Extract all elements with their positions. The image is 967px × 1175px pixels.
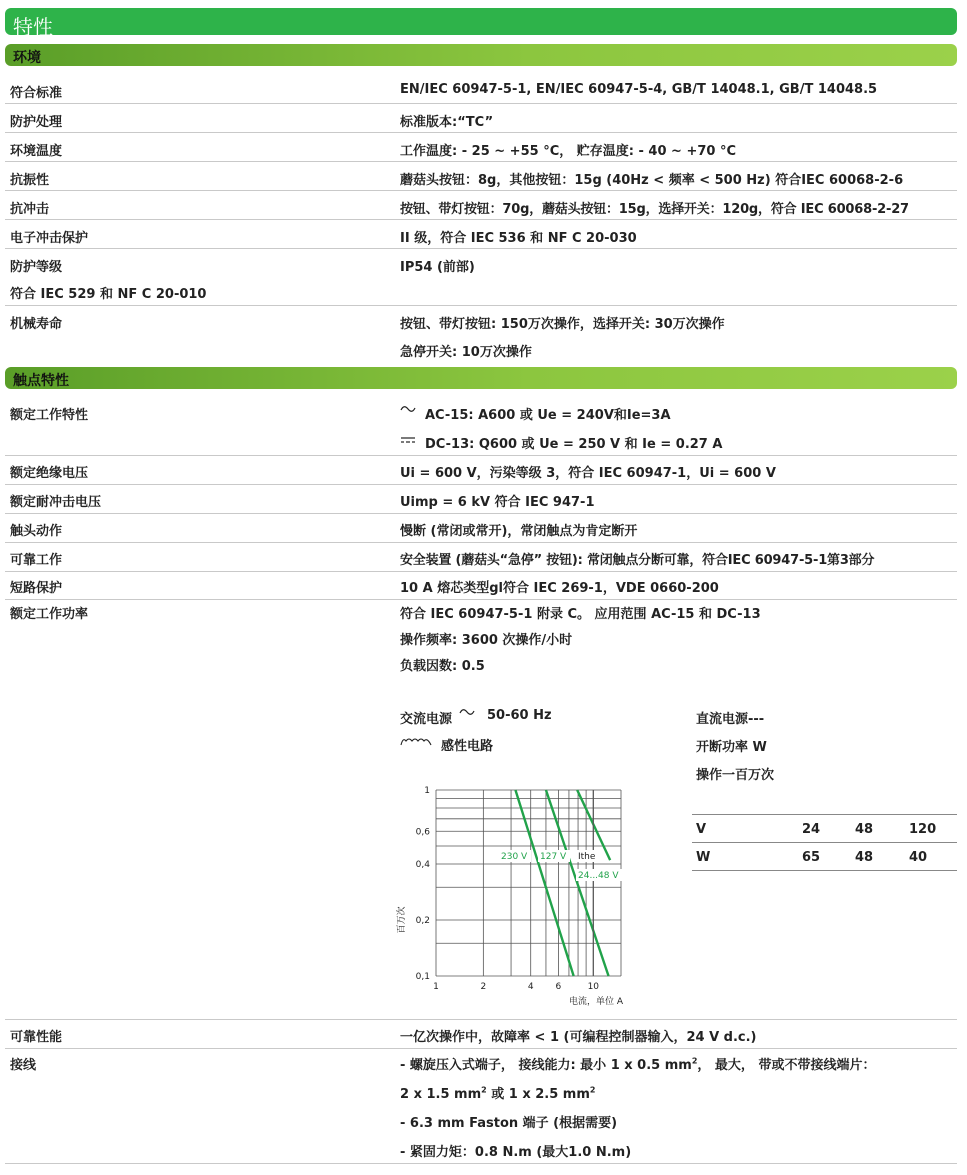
- row-value: 操作频率: 3600 次操作/小时: [400, 633, 573, 648]
- y-tick-label: 1: [424, 786, 430, 796]
- row-value: 符合 IEC 60947-5-1 附录 C。 应用范围 AC-15 和 DC-13: [400, 607, 761, 622]
- series-label: 230 V: [501, 852, 528, 862]
- wiring-text: 或 1 x 2.5 mm: [486, 1087, 590, 1102]
- table-rule: [692, 870, 957, 871]
- row-label: 额定工作功率: [10, 607, 89, 622]
- table-cell: W: [696, 850, 711, 865]
- dc-operations: 操作一百万次: [696, 768, 775, 783]
- series-label: 24...48 V: [578, 871, 619, 881]
- page-title: 特性: [13, 15, 53, 39]
- row-value: 慢断 (常闭或常开)，常闭触点为肯定断开: [400, 524, 638, 539]
- row-label: 短路保护: [10, 581, 63, 596]
- row-value: II 级，符合 IEC 536 和 NF C 20-030: [400, 231, 637, 246]
- inductive-circuit-label: 感性电路: [441, 739, 494, 754]
- wiring-line: [400, 1083, 595, 1102]
- row-reliability: [5, 1020, 957, 1049]
- row-value: Uimp = 6 kV 符合 IEC 947-1: [400, 495, 595, 510]
- dc-symbol-icon: [400, 434, 416, 449]
- row-label: 环境温度: [10, 144, 63, 159]
- row-label: 可靠工作: [10, 553, 63, 568]
- row-value: Ui = 600 V，污染等级 3，符合 IEC 60947-1，Ui = 600 V: [400, 466, 776, 481]
- row-value: 急停开关: 10万次操作: [400, 345, 532, 360]
- dc-breaking-power: 开断功率 W: [696, 740, 767, 755]
- superscript: 2: [691, 1056, 698, 1066]
- row-label: 额定工作特性: [10, 408, 89, 423]
- life-chart-svg: [396, 780, 636, 1012]
- row-label: 触头动作: [10, 524, 63, 539]
- wiring-line: - 6.3 mm Faston 端子 (根据需要): [400, 1116, 618, 1131]
- series-line: [515, 790, 573, 976]
- row-insulation-voltage: [5, 456, 957, 485]
- row-mechanical-life: [5, 306, 957, 364]
- page-title-bar: [5, 8, 957, 39]
- table-rule: [692, 842, 957, 843]
- ac-symbol-icon: [400, 403, 416, 418]
- y-tick-label: 0,1: [415, 972, 430, 982]
- row-rated-operational: [5, 398, 957, 456]
- row-protection-treatment: [5, 104, 957, 133]
- row-ip-rating: [5, 249, 957, 277]
- row-value: 安全装置 (蘑菇头“急停” 按钮): 常闭触点分断可靠，符合IEC 60947-5-1第3部分: [400, 553, 875, 568]
- row-reliable-operation: [5, 543, 957, 572]
- row-value: 工作温度: - 25 ~ +55 °C， 贮存温度: - 40 ~ +70 °C: [400, 144, 736, 159]
- series-label: Ithe: [578, 852, 596, 862]
- inductive-circuit-icon: [400, 735, 434, 751]
- wiring-line: [400, 1054, 875, 1073]
- y-tick-label: 0,4: [415, 860, 430, 871]
- section-header-contact: [5, 367, 957, 389]
- row-standards: [5, 76, 957, 104]
- row-label: 防护等级: [10, 260, 63, 275]
- row-value: IP54 (前部): [400, 260, 475, 275]
- section-title: 环境: [13, 50, 41, 66]
- row-surge-protection: [5, 220, 957, 249]
- wiring-text: - 螺旋压入式端子， 接线能力: 最小 1 x 0.5 mm: [400, 1058, 692, 1073]
- table-header-cell: 48: [855, 822, 874, 837]
- section-header-environment: [5, 44, 957, 66]
- row-label: 符合标准: [10, 86, 63, 101]
- table-cell: 48: [855, 850, 874, 865]
- wiring-text: ， 最大， 带或不带接线端片：: [697, 1058, 876, 1073]
- row-value: 按钮、带灯按钮：70g，蘑菇头按钮：15g，选择开关：120g，符合 IEC 60068-2-27: [400, 202, 909, 217]
- row-vibration: [5, 162, 957, 191]
- x-axis-label: 电流，单位 A: [568, 997, 624, 1007]
- row-value: 标准版本:“TC”: [400, 115, 494, 130]
- row-value: 一亿次操作中，故障率 < 1 (可编程控制器输入，24 V d.c.): [400, 1030, 757, 1045]
- x-tick-label: 6: [555, 982, 562, 992]
- x-tick-label: 10: [587, 982, 600, 992]
- row-label: 机械寿命: [10, 317, 63, 332]
- table-cell: 40: [909, 850, 928, 865]
- x-tick-label: 2: [480, 982, 487, 992]
- row-label: 抗振性: [10, 173, 50, 188]
- row-label: 额定耐冲击电压: [10, 495, 102, 510]
- row-ambient-temperature: [5, 133, 957, 162]
- table-cell: 65: [802, 850, 821, 865]
- row-label: 符合 IEC 529 和 NF C 20-010: [10, 287, 207, 302]
- row-label: 抗冲击: [10, 202, 50, 217]
- row-value: 10 A 熔芯类型gl符合 IEC 269-1，VDE 0660-200: [400, 581, 719, 596]
- y-axis-label: 百万次: [397, 906, 407, 934]
- y-tick-label: 0,6: [415, 827, 430, 838]
- row-value: AC-15: A600 或 Ue = 240V和Ie=3A: [425, 408, 671, 423]
- row-wiring: [5, 1049, 957, 1164]
- ac-frequency: 50-60 Hz: [487, 708, 552, 723]
- x-tick-label: 1: [433, 982, 439, 992]
- row-contact-operation: [5, 514, 957, 543]
- row-label: 电子冲击保护: [10, 231, 89, 246]
- row-ip-standard: [5, 277, 957, 306]
- life-chart: [396, 780, 636, 1012]
- x-tick-label: 4: [527, 982, 534, 992]
- series-line: [546, 790, 609, 976]
- table-rule: [692, 814, 957, 815]
- section-title: 触点特性: [13, 373, 69, 389]
- row-label: 额定绝缘电压: [10, 466, 89, 481]
- row-value: 蘑菇头按钮：8g，其他按钮：15g (40Hz < 频率 < 500 Hz) 符合IEC 60068-2-6: [400, 173, 904, 188]
- row-value: 负载因数: 0.5: [400, 659, 485, 674]
- superscript: 2: [481, 1085, 487, 1095]
- row-impulse-voltage: [5, 485, 957, 514]
- row-shock: [5, 191, 957, 220]
- table-header-cell: V: [696, 822, 707, 837]
- row-label: 接线: [10, 1058, 37, 1073]
- ac-power-label: 交流电源: [400, 712, 453, 727]
- superscript: 2: [589, 1085, 596, 1095]
- wiring-line: - 紧固力矩：0.8 N.m (最大1.0 N.m): [400, 1145, 632, 1160]
- wiring-text: 2 x 1.5 mm: [400, 1087, 482, 1102]
- row-value: EN/IEC 60947-5-1, EN/IEC 60947-5-4, GB/T 14048.1, GB/T 14048.5: [400, 82, 878, 97]
- row-value: 按钮、带灯按钮: 150万次操作，选择开关: 30万次操作: [400, 317, 725, 332]
- row-label: 防护处理: [10, 115, 63, 130]
- row-short-circuit: [5, 572, 957, 600]
- dc-power-label: 直流电源---: [696, 712, 765, 727]
- ac-symbol-icon: [459, 706, 475, 721]
- row-label: 可靠性能: [10, 1030, 63, 1045]
- series-label: 127 V: [540, 852, 567, 862]
- table-header-cell: 24: [802, 822, 821, 837]
- y-tick-label: 0,2: [415, 916, 430, 927]
- row-value: DC-13: Q600 或 Ue = 250 V 和 Ie = 0.27 A: [425, 437, 723, 452]
- table-header-cell: 120: [909, 822, 937, 837]
